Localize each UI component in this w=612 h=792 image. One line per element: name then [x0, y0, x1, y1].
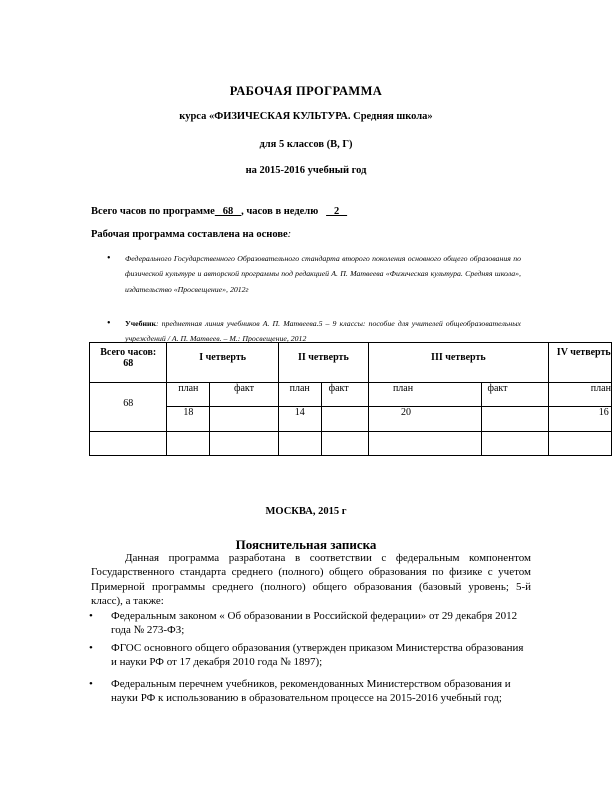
plan-value-q4: 16 — [548, 407, 611, 432]
note-paragraph: Данная программа разработана в соответствии с федеральным компонентом Государственного стандарта среднего (полного) общего образования по физике с учетом Примерной программы среднего (полного) общего образования (базовый уровень; 5-й класс), а также: — [91, 552, 531, 607]
plan-value-q1: 18 — [167, 407, 210, 432]
empty-cell — [321, 432, 368, 456]
quarter-1-header: I четверть — [167, 343, 278, 383]
city-year: МОСКВА, 2015 г — [265, 506, 347, 517]
plan-value-q2: 14 — [278, 407, 321, 432]
plan-value-q3: 20 — [368, 407, 482, 432]
fact-value-q2 — [321, 407, 368, 432]
fact-value-q1 — [210, 407, 279, 432]
row-total-hours: 68 — [90, 383, 167, 432]
fact-label: факт — [210, 383, 279, 407]
hours-total-value: 68 — [214, 206, 242, 217]
plan-label: план — [278, 383, 321, 407]
fact-value-q3 — [482, 407, 548, 432]
basis-item — [107, 251, 521, 297]
empty-cell — [278, 432, 321, 456]
hours-weekly-label: , часов в неделю — [241, 206, 319, 217]
textbook-label: Учебник — [125, 319, 156, 328]
quarter-3-header: III четверть — [368, 343, 548, 383]
grade-line: для 5 классов (В, Г) — [259, 139, 353, 150]
empty-cell — [368, 432, 482, 456]
plan-label: план — [167, 383, 210, 407]
course-name: курса «ФИЗИЧЕСКАЯ КУЛЬТУРА. Средняя школа» — [179, 111, 433, 122]
hours-weekly-value: 2 — [326, 206, 348, 217]
empty-cell — [548, 432, 611, 456]
bullet-icon: • — [89, 678, 93, 690]
school-year: на 2015-2016 учебный год — [245, 165, 367, 176]
list-item: • Федеральным законом « Об образовании в Российской федерации» от 29 декабря 2012 года № 273-ФЗ; — [89, 610, 518, 636]
empty-cell — [167, 432, 210, 456]
list-item: • Федеральным перечнем учебников, рекомендованных Министерством образования и науки РФ к использованию в образовательном процессе на 2015-2016 учебный год; — [89, 678, 511, 704]
empty-cell — [90, 432, 167, 456]
basis-item-text: Федерального Государственного Образовательного стандарта второго поколения основного общего образования по физической культуре и авторской программы под редакцией А. П. Матвеева «Физическая культура. Средняя школа», издательство «Просвещение», 2012г — [125, 254, 521, 294]
basis-heading: Рабочая программа составлена на основе: — [91, 229, 292, 240]
document-title: РАБОЧАЯ ПРОГРАММА — [229, 84, 383, 98]
note-title: Пояснительная записка — [235, 537, 377, 552]
hours-table — [89, 342, 612, 456]
total-hours-header: Всего часов: 68 — [90, 343, 167, 383]
quarter-2-header: II четверть — [278, 343, 368, 383]
hours-line — [91, 206, 347, 217]
list-item: • ФГОС основного общего образования (утвержден приказом Министерства образования и науки РФ от 17 декабря 2010 года № 1897); — [89, 642, 524, 668]
bullet-icon: • — [89, 642, 93, 654]
fact-label: факт — [482, 383, 548, 407]
fact-label: факт — [321, 383, 368, 407]
empty-cell — [210, 432, 279, 456]
hours-total-label: Всего часов по программе — [91, 206, 215, 217]
bullet-icon: • — [107, 253, 111, 264]
textbook-text: : предметная линия учебников А. П. Матвеева.5 – 9 классы: пособие для учителей общеобразовательных учреждений / А. П. Матвеев. – М.: Просвещение, 2012 — [125, 319, 521, 344]
empty-cell — [482, 432, 548, 456]
bullet-icon: • — [89, 610, 93, 622]
plan-label: план — [368, 383, 482, 407]
quarter-4-header: IV четверть — [548, 343, 611, 383]
plan-label: план — [548, 383, 611, 407]
bullet-icon: • — [107, 318, 111, 329]
